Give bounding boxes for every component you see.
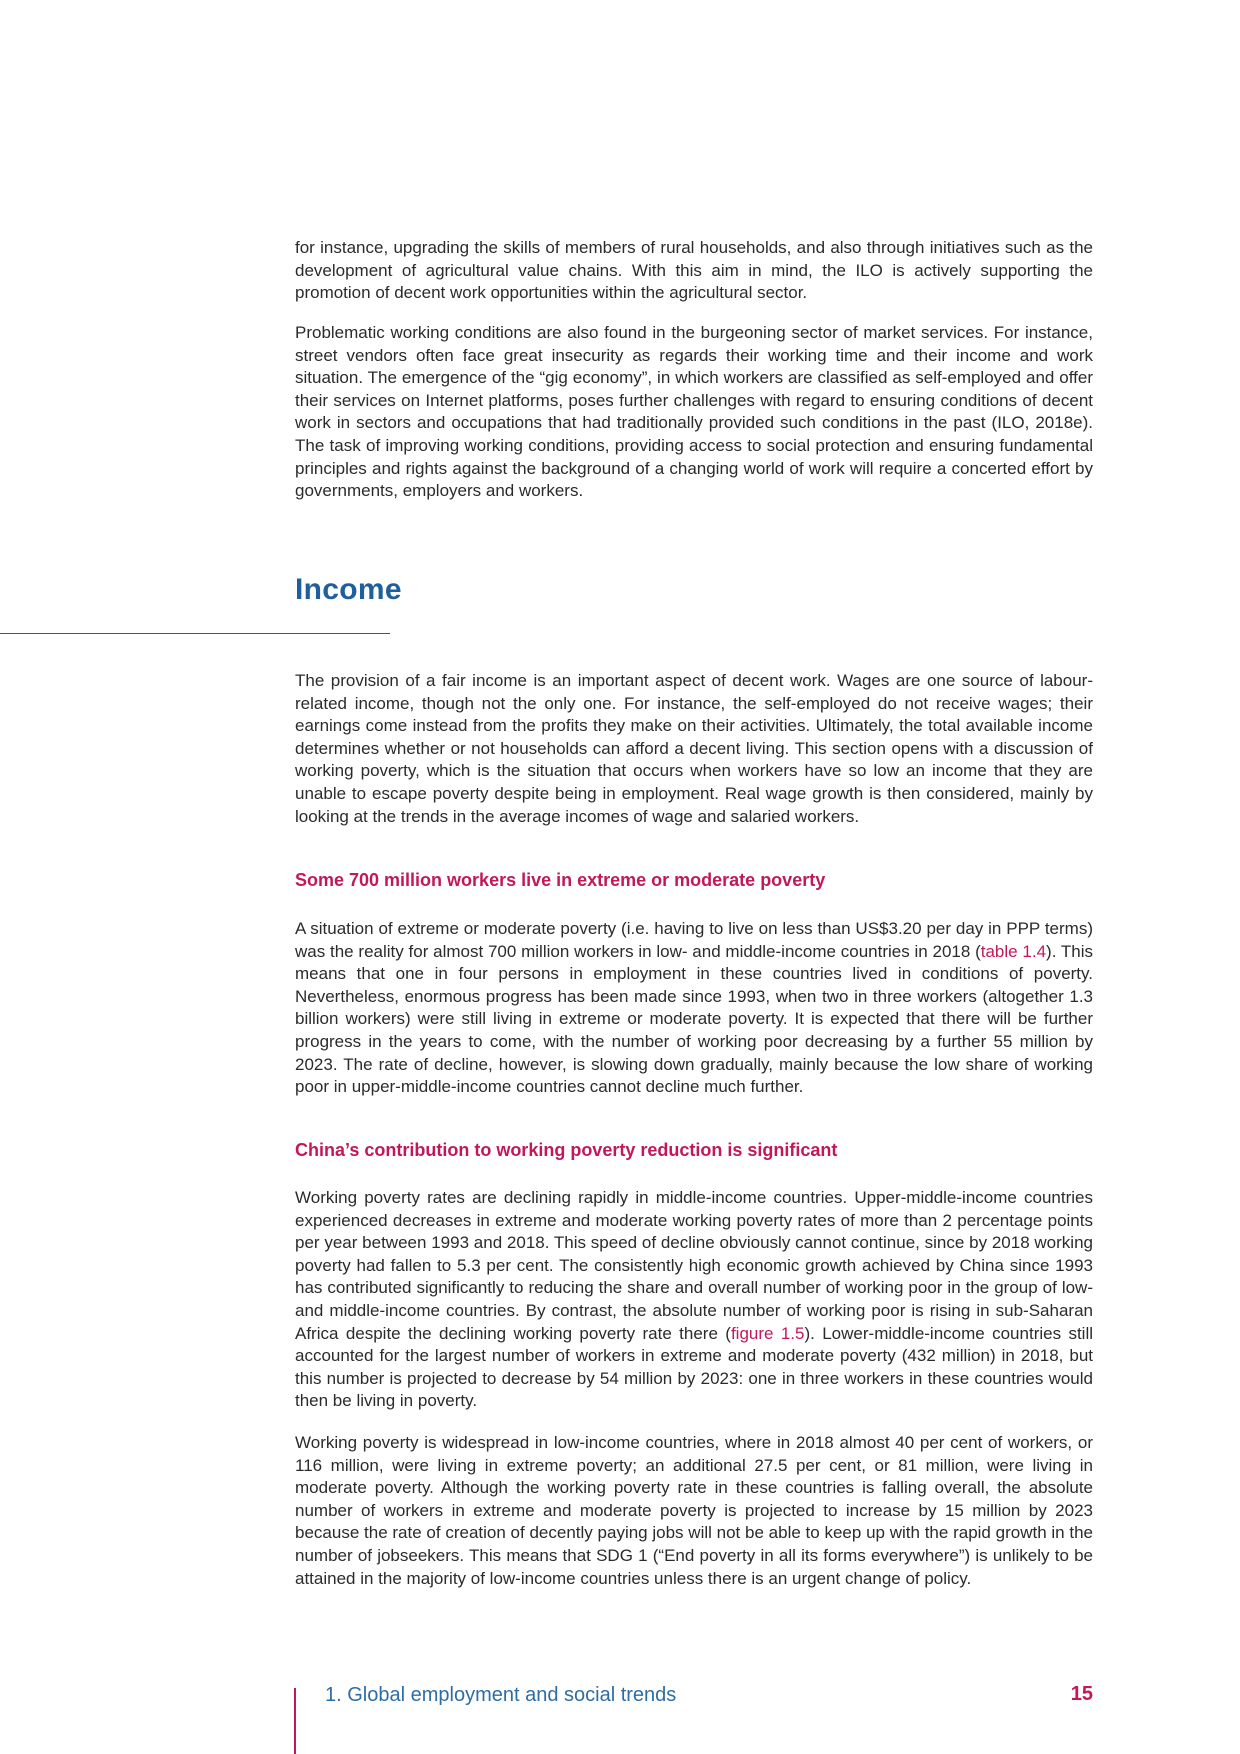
paragraph-income-intro: The provision of a fair income is an important aspect of decent work. Wages are one source of labour-related income, though not the only one. For instance, the self-employed do not receive wages; their earnings come instead from the profits they make on their activities. Ultimately, the total available income determines whether or not households can afford a decent living. This section opens with a discussion of working poverty, which is the situation that occurs when workers have so low an income that they are unable to escape poverty despite being in employment. Real wage growth is then considered, mainly by looking at the trends in the average incomes of wage and salaried workers. — [295, 671, 1093, 826]
page-number: 15 — [1070, 1683, 1093, 1705]
subheading-700-million: Some 700 million workers live in extreme or moderate poverty — [295, 870, 826, 890]
footer-chapter-title: 1. Global employment and social trends — [325, 1684, 677, 1706]
subheading-china-contribution: China’s contribution to working poverty reduction is significant — [295, 1140, 838, 1160]
table-1-4-link[interactable]: table 1.4 — [980, 941, 1047, 961]
figure-1-5-link[interactable]: figure 1.5 — [730, 1323, 805, 1343]
paragraph-low-income: Working poverty is widespread in low-income countries, where in 2018 almost 40 per cent of workers, or 116 million, were living in extreme poverty; an additional 27.5 per cent, or 81 million, were living in moderate poverty. Although the working poverty rate in these countries is falling overall, the absolute number of workers in extreme and moderate poverty is projected to increase by 15 million by 2023 because the rate of creation of decently paying jobs will not be able to keep up with the rapid growth in the number of jobseekers. This means that SDG 1 (“End poverty in all its forms everywhere”) is unlikely to be attained in the majority of low-income countries unless there is an urgent change of policy. — [295, 1433, 1093, 1588]
paragraph-text: ). This means that one in four persons in employment in these countries lived in conditions of poverty. Nevertheless, enormous progress has been made since 1993, when two in three workers (altogether 1.3 billion workers) were still living in extreme or moderate poverty. It is expected that there will be further progress in the years to come, with the number of working poor decreasing by a further 55 million by 2023. The rate of decline, however, is slowing down gradually, mainly because the low share of working poor in upper-middle-income countries cannot decline much further. — [295, 941, 1093, 1097]
paragraph-market-services: Problematic working conditions are also found in the burgeoning sector of market services. For instance, street vendors often face great insecurity as regards their working time and their income and work situation. The emergence of the “gig economy”, in which workers are classified as self-employed and offer their services on Internet platforms, poses further challenges with regard to ensuring conditions of decent work in sectors and occupations that had traditionally provided such conditions in the past (ILO, 2018e). The task of improving working conditions, providing access to social protection and ensuring fundamental principles and rights against the background of a changing world of work will require a concerted effort by governments, employers and workers. — [295, 323, 1093, 501]
section-heading-income: Income — [295, 573, 402, 606]
paragraph-working-poverty — [295, 918, 1093, 1099]
paragraph-text: A situation of extreme or moderate poverty (i.e. having to live on less than US$3.20 per day in PPP terms) was the reality for almost 700 million workers in low- and middle-income countries in 2018 ( — [295, 919, 1093, 961]
footer-accent-bar — [294, 1688, 296, 1754]
paragraph-text: Working poverty rates are declining rapidly in middle-income countries. Upper-middle-income countries experienced decreases in extreme and moderate working poverty rates of more than 2 percentage points per year between 1993 and 2018. This speed of decline obviously cannot continue, since by 2018 working poverty had fallen to 5.3 per cent. The consistently high economic growth achieved by China since 1993 has contributed significantly to reducing the share and overall number of working poor in the group of low- and middle-income countries. By contrast, the absolute number of working poor is rising in sub-Saharan Africa despite the declining working poverty rate there ( — [295, 1188, 1093, 1343]
paragraph-agriculture: for instance, upgrading the skills of members of rural households, and also through initiatives such as the development of agricultural value chains. With this aim in mind, the ILO is actively supporting the promotion of decent work opportunities within the agricultural sector. — [295, 238, 1093, 303]
paragraph-text: ). Lower-middle-income countries still accounted for the largest number of workers in extreme and moderate poverty (432 million) in 2018, but this number is projected to decrease by 54 million by 2023: one in three workers in these countries would then be living in poverty. — [295, 1323, 1093, 1411]
paragraph-middle-income — [295, 1187, 1093, 1413]
section-divider — [0, 633, 390, 634]
